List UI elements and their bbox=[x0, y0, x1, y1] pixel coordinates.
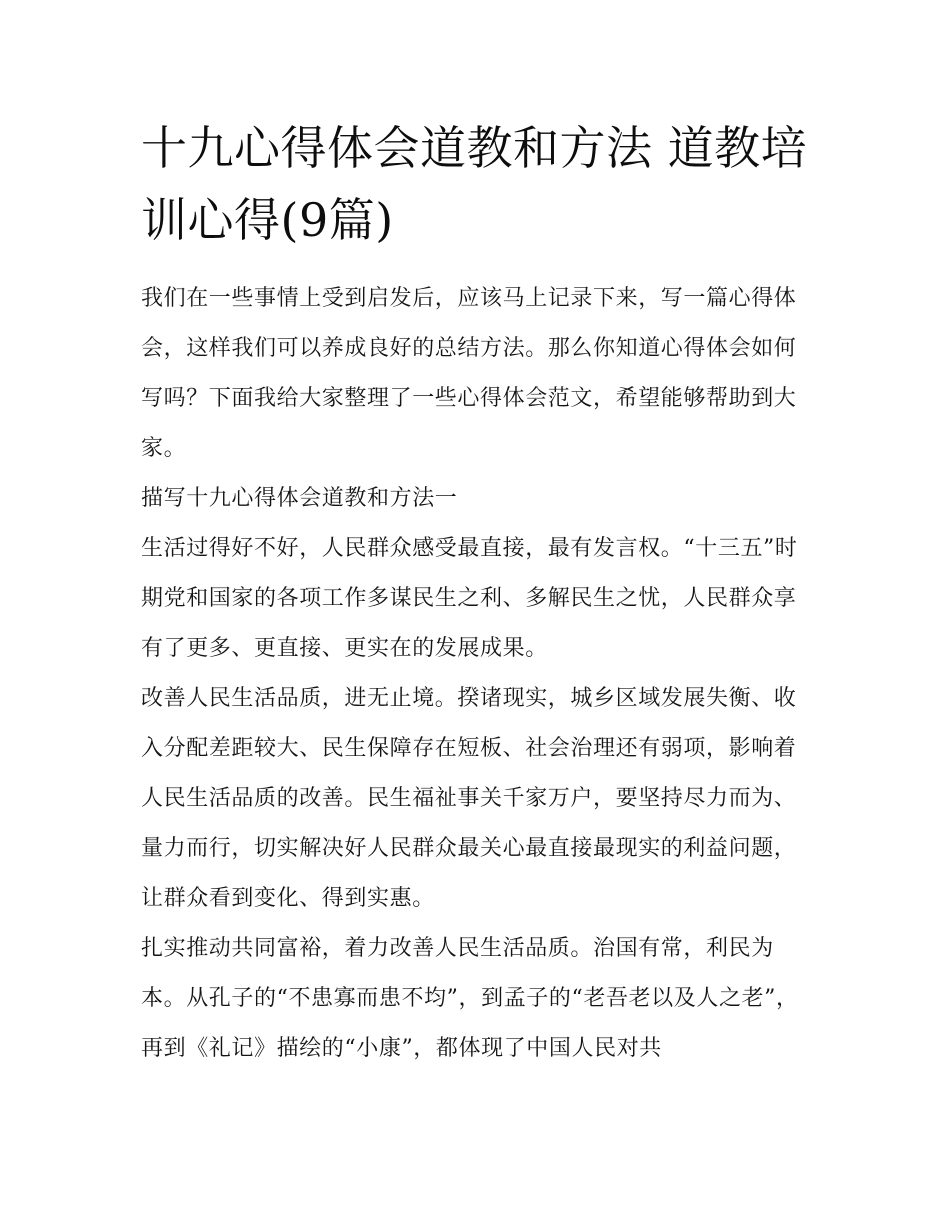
body-paragraph-2: 改善人民生活品质，进无止境。揆诸现实，城乡区域发展失衡、收入分配差距较大、民生保障存在短板、社会治理还有弱项，影响着人民生活品质的改善。民生福祉事关千家万户，要坚持尽力而为、量力而行，切实解决好人民群众最关心最直接最现实的利益问题，让群众看到变化、得到实惠。 bbox=[141, 686, 797, 911]
section-heading: 描写十九心得体会道教和方法一 bbox=[141, 486, 458, 511]
body-paragraph-1: 生活过得好不好，人民群众感受最直接，最有发言权。“十三五”时期党和国家的各项工作多谋民生之利、多解民生之忧，人民群众享有了更多、更直接、更实在的发展成果。 bbox=[141, 536, 798, 661]
document-title: 十九心得体会道教和方法 道教培训心得(9篇) bbox=[141, 121, 808, 247]
document-body bbox=[141, 112, 813, 1074]
intro-paragraph: 我们在一些事情上受到启发后，应该马上记录下来，写一篇心得体会，这样我们可以养成良好的总结方法。那么你知道心得体会如何写吗？下面我给大家整理了一些心得体会范文，希望能够帮助到大家。 bbox=[141, 286, 797, 461]
body-paragraph-3: 扎实推动共同富裕，着力改善人民生活品质。治国有常，利民为本。从孔子的“不患寡而患不均”，到孟子的“老吾老以及人之老”，再到《礼记》描绘的“小康”，都体现了中国人民对共 bbox=[141, 936, 799, 1061]
